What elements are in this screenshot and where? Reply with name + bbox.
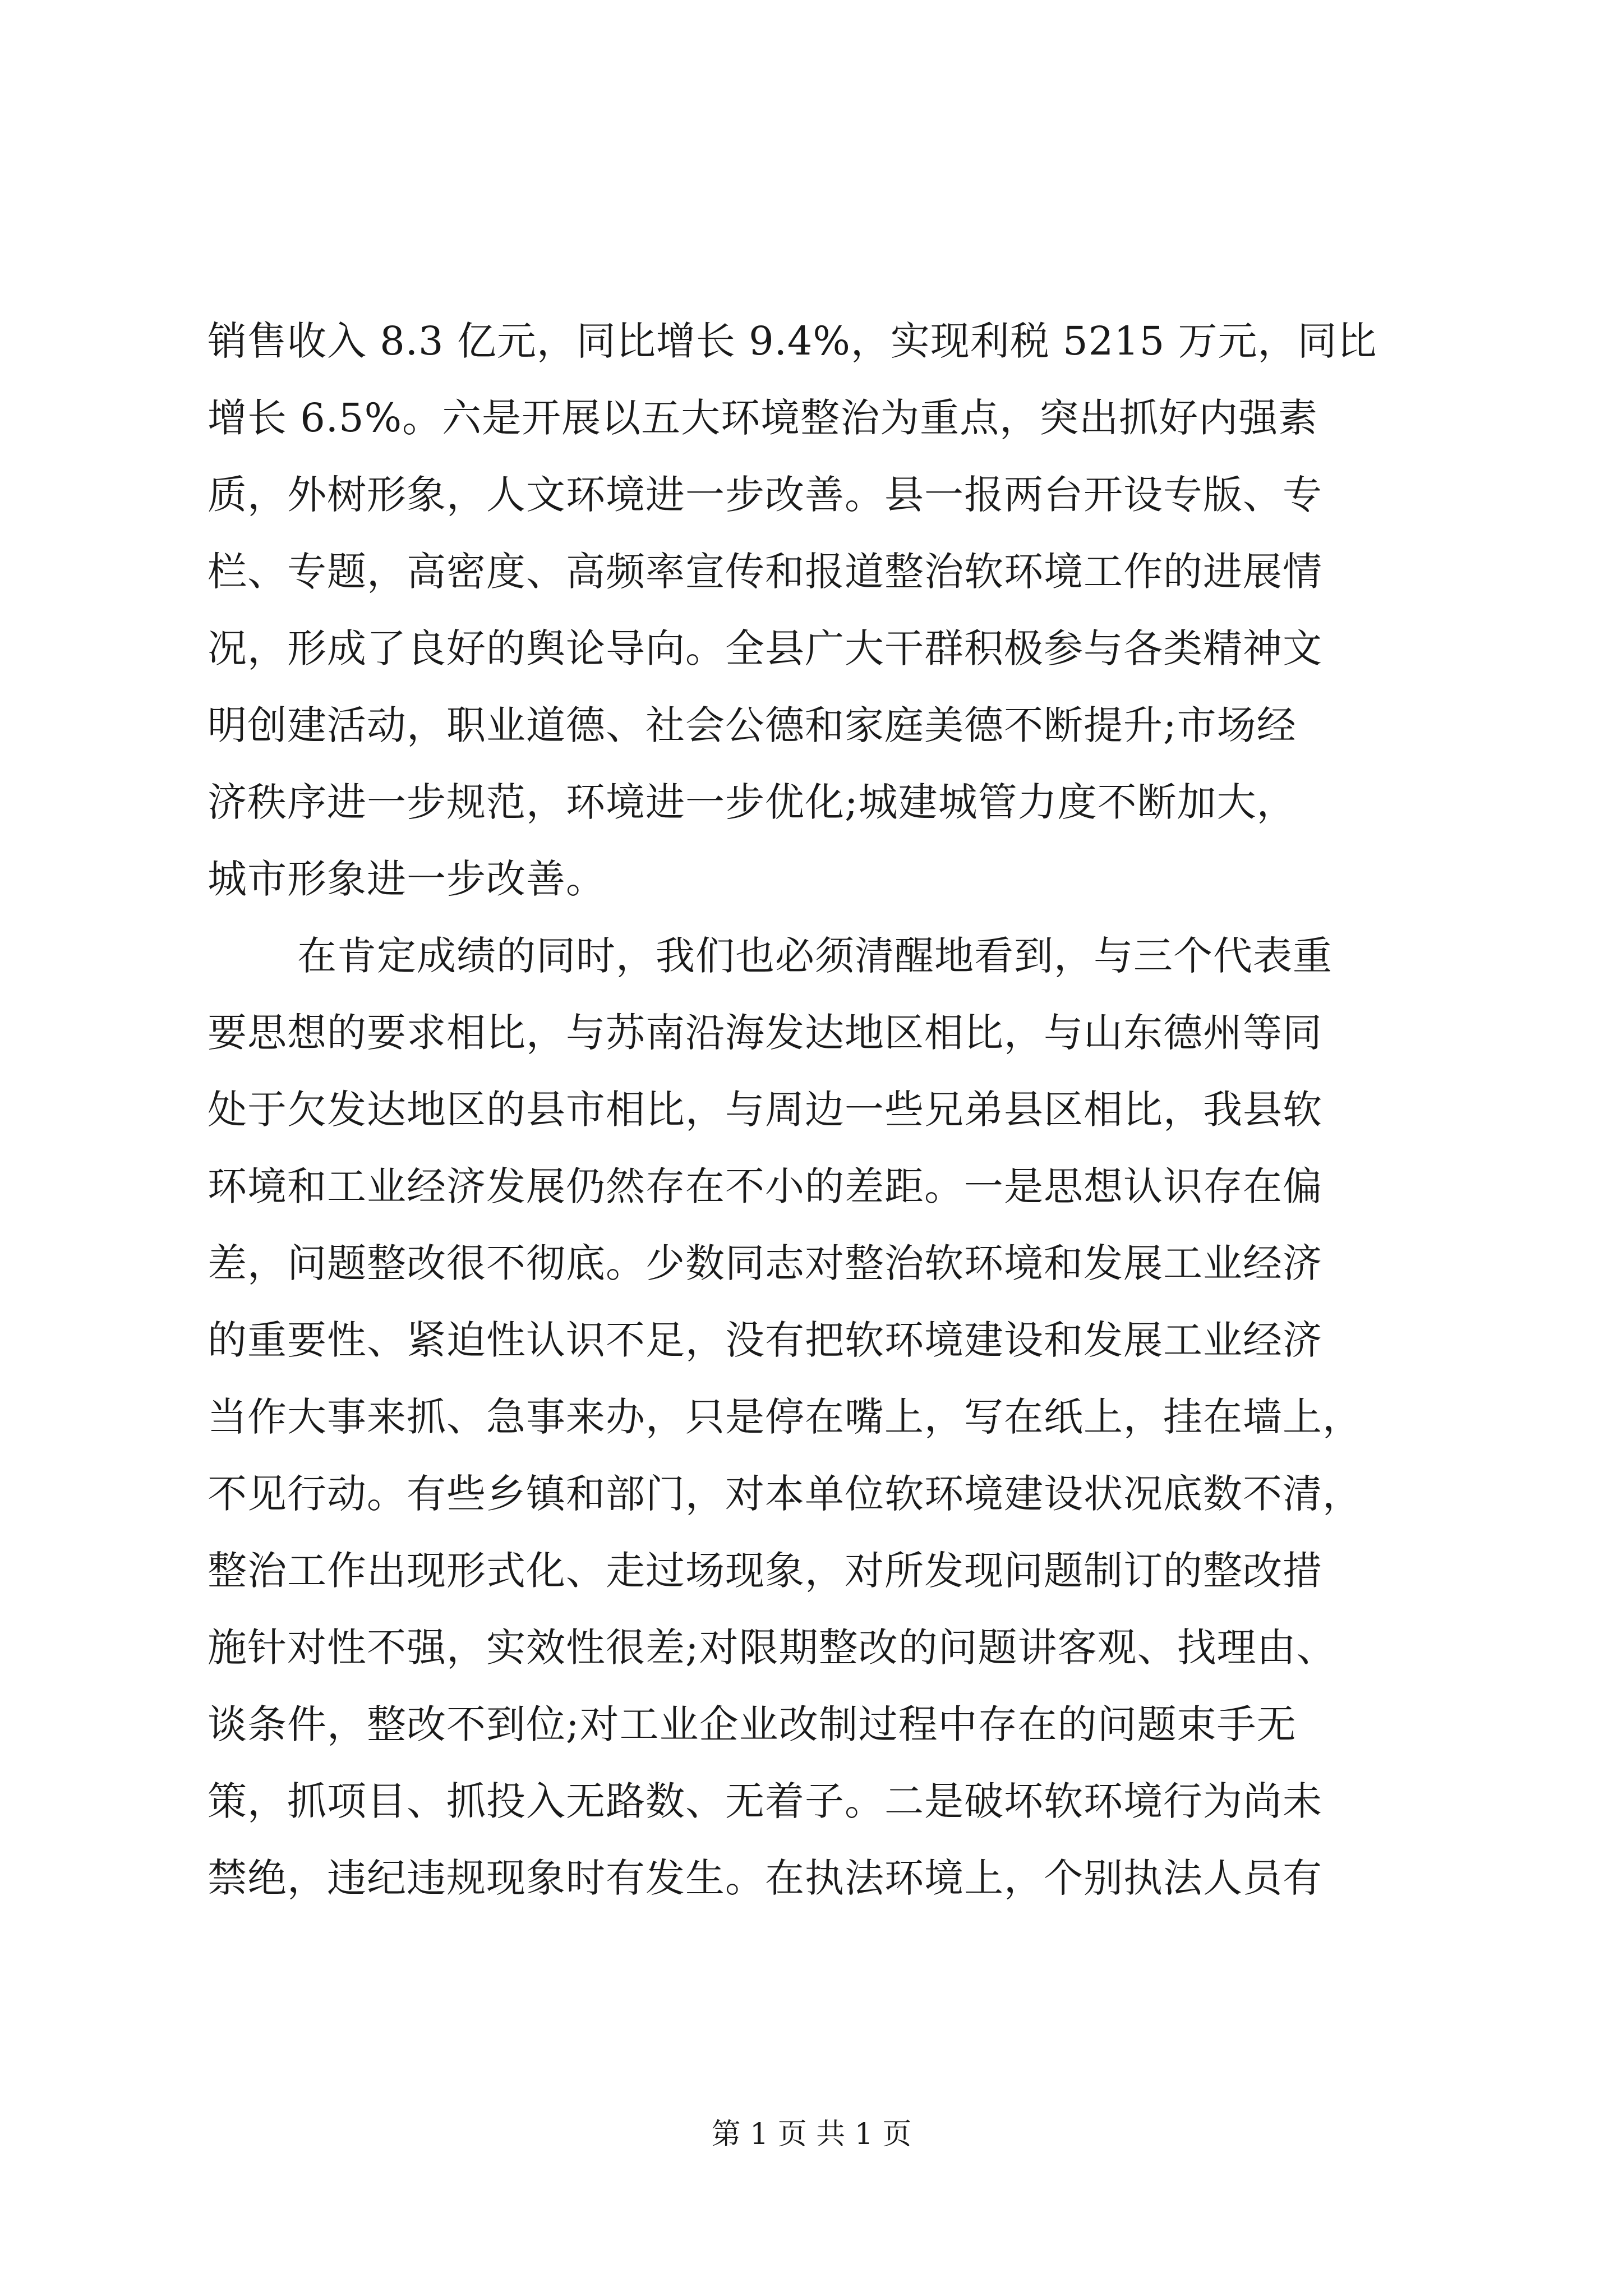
text-line: 增长 6.5%。六是开展以五大环境整治为重点，突出抓好内强素 <box>208 395 1318 441</box>
text-line: 禁绝，违纪违规现象时有发生。在执法环境上，个别执法人员有 <box>208 1855 1322 1901</box>
text-line: 况，形成了良好的舆论导向。全县广大干群积极参与各类精神文 <box>208 625 1322 671</box>
text-line: 济秩序进一步规范，环境进一步优化;城建城管力度不断加大， <box>208 779 1297 825</box>
text-line: 当作大事来抓、急事来办，只是停在嘴上，写在纸上，挂在墙上， <box>208 1394 1362 1440</box>
page-footer <box>0 2115 1623 2154</box>
text-line: 的重要性、紧迫性认识不足，没有把软环境建设和发展工业经济 <box>208 1317 1322 1363</box>
text-line: 环境和工业经济发展仍然存在不小的差距。一是思想认识存在偏 <box>208 1163 1322 1209</box>
text-line: 处于欠发达地区的县市相比，与周边一些兄弟县区相比，我县软 <box>208 1087 1322 1133</box>
text-line: 差，问题整改很不彻底。少数同志对整治软环境和发展工业经济 <box>208 1240 1322 1286</box>
text-line: 策，抓项目、抓投入无路数、无着子。二是破坏软环境行为尚未 <box>208 1778 1322 1824</box>
paragraph-2 <box>208 918 1424 1917</box>
page-number: 第 1 页 共 1 页 <box>711 2118 912 2151</box>
text-line: 不见行动。有些乡镇和部门，对本单位软环境建设状况底数不清， <box>208 1471 1362 1517</box>
text-line: 施针对性不强，实效性很差;对限期整改的问题讲客观、找理由、 <box>208 1625 1336 1671</box>
text-line: 明创建活动，职业道德、社会公德和家庭美德不断提升;市场经 <box>208 702 1297 748</box>
text-line: 城市形象进一步改善。 <box>208 856 606 902</box>
text-line: 要思想的要求相比，与苏南沿海发达地区相比，与山东德州等同 <box>208 1010 1322 1056</box>
text-line: 谈条件，整改不到位;对工业企业改制过程中存在的问题束手无 <box>208 1701 1297 1747</box>
text-line: 质，外树形象，人文环境进一步改善。县一报两台开设专版、专 <box>208 472 1322 518</box>
text-line: 在肯定成绩的同时，我们也必须清醒地看到，与三个代表重 <box>297 933 1332 979</box>
text-line: 销售收入 8.3 亿元，同比增长 9.4%，实现利税 5215 万元，同比 <box>208 318 1377 364</box>
paragraph-1 <box>208 303 1424 918</box>
text-line: 整治工作出现形式化、走过场现象，对所发现问题制订的整改措 <box>208 1548 1322 1594</box>
document-body <box>208 303 1424 1917</box>
text-line: 栏、专题，高密度、高频率宣传和报道整治软环境工作的进展情 <box>208 549 1322 595</box>
